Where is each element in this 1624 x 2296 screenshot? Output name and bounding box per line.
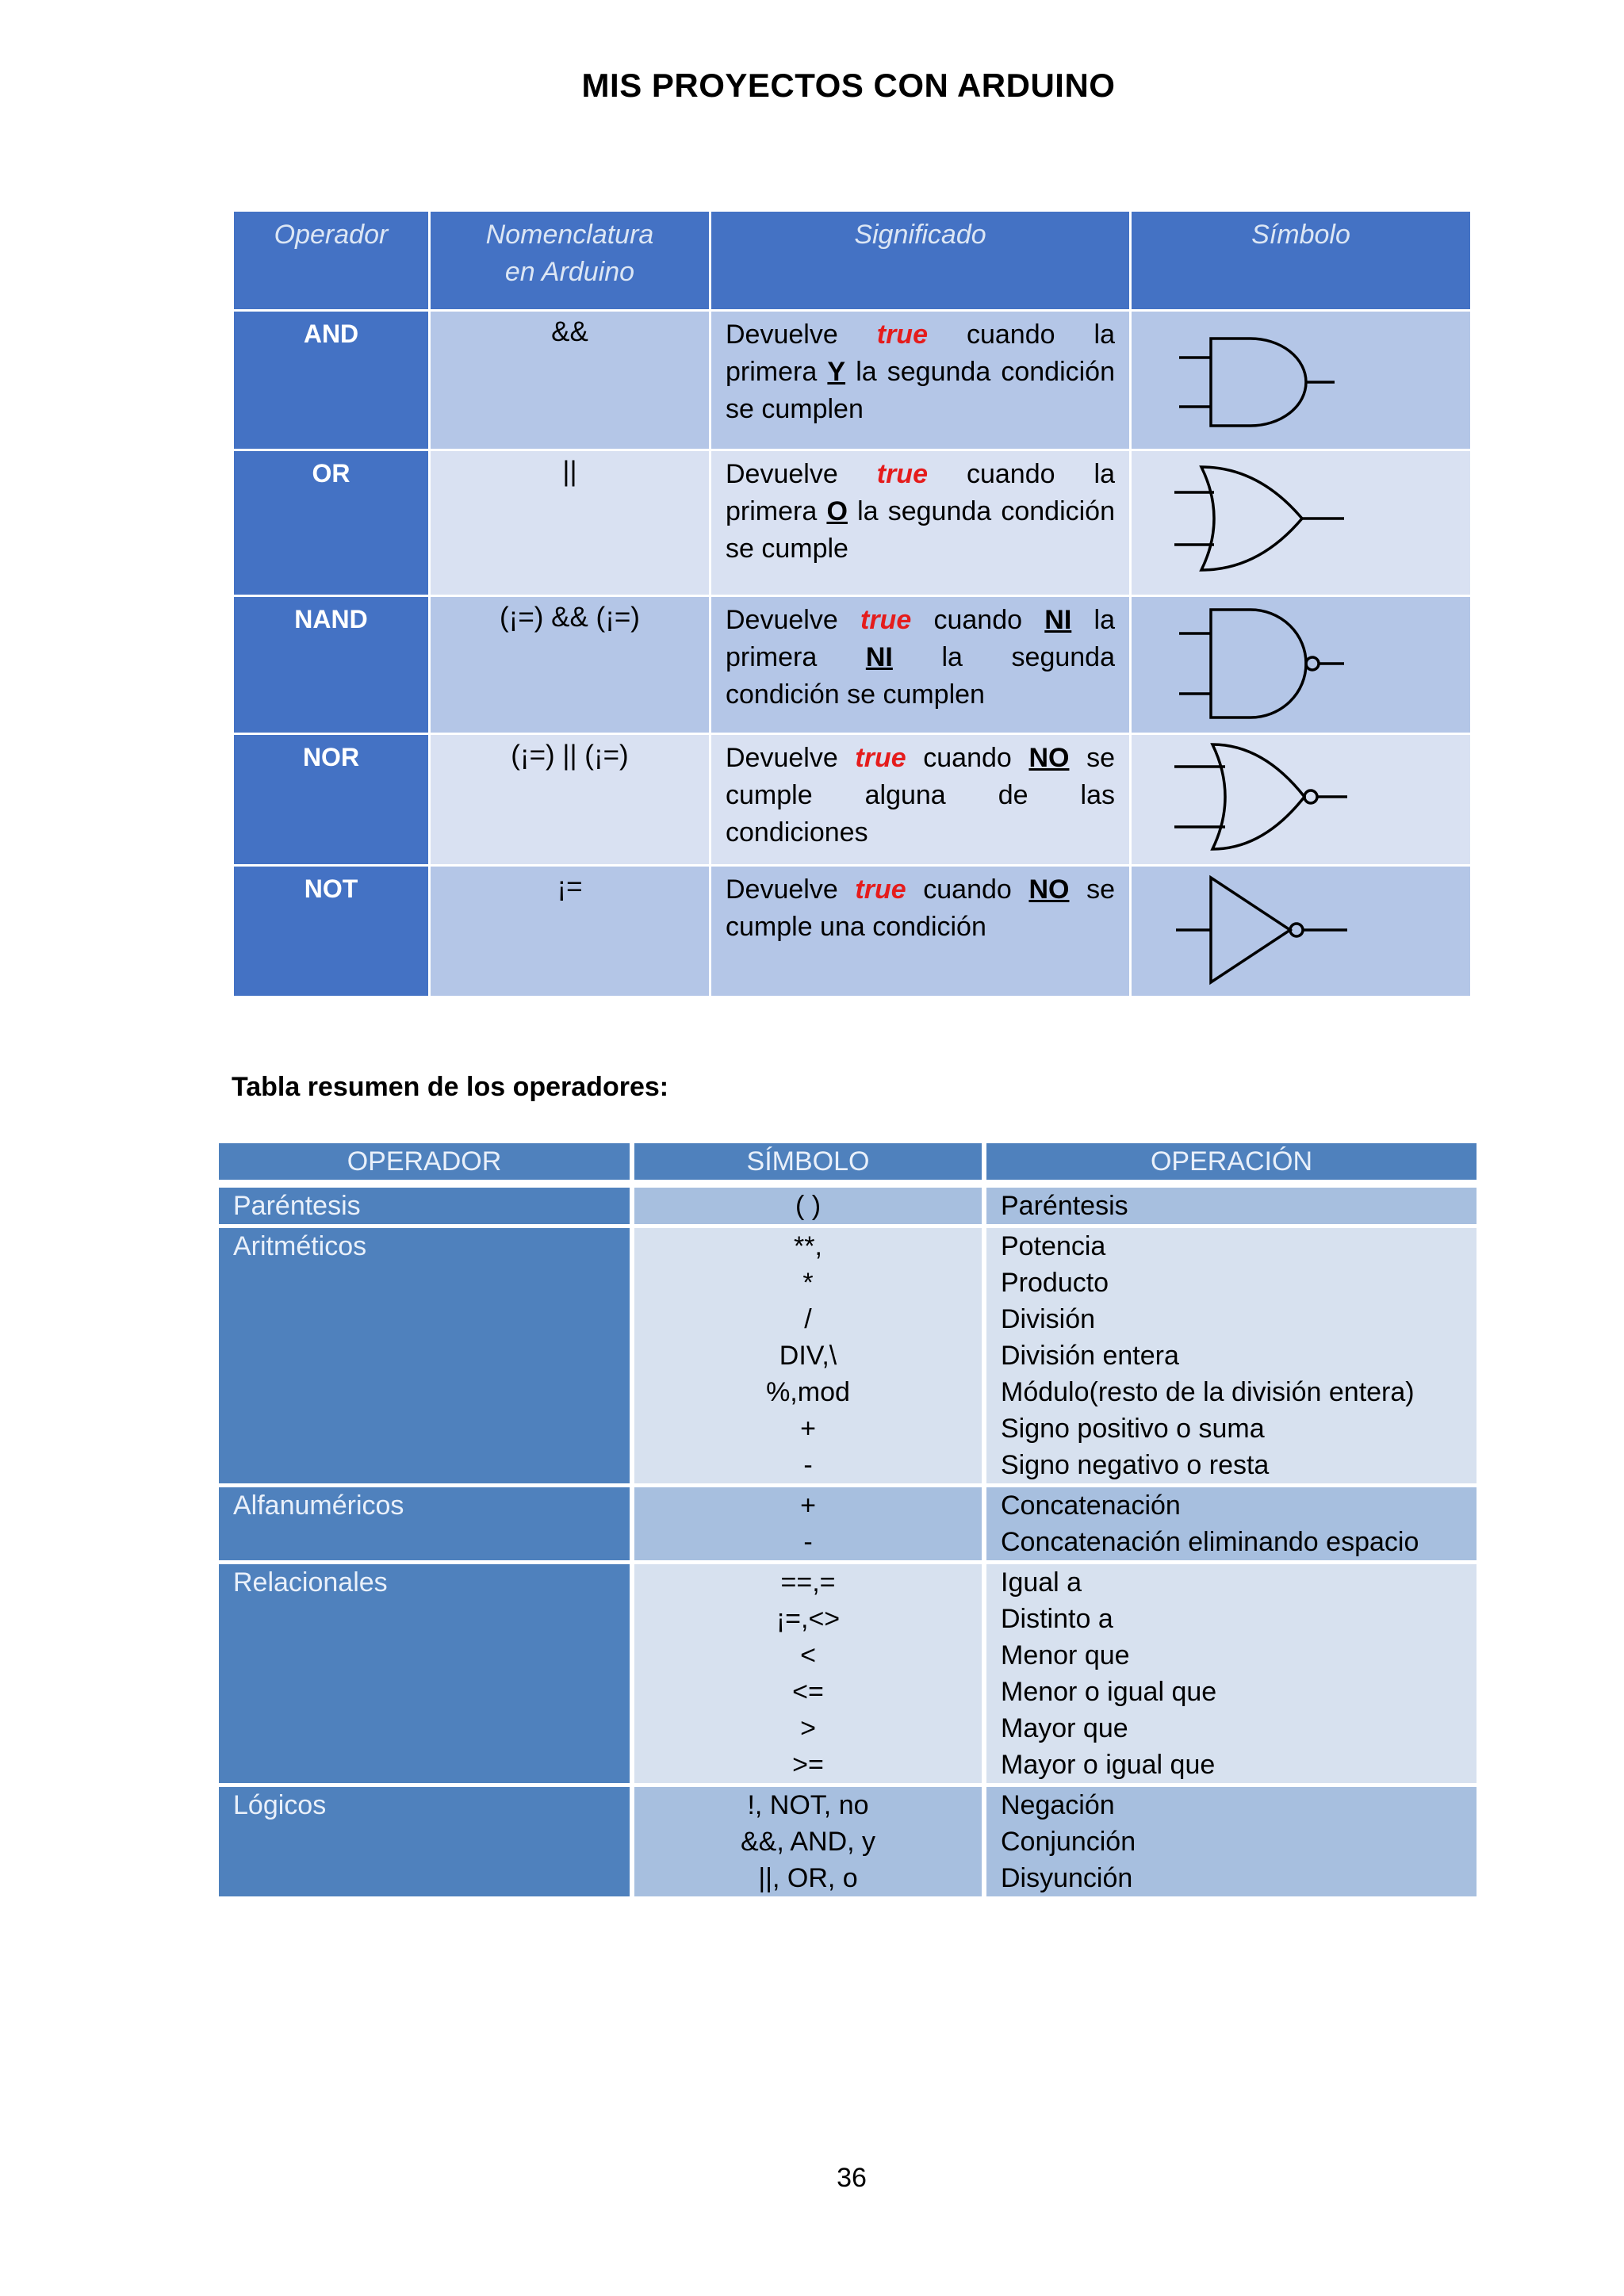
meaning-line: condiciones [726, 817, 868, 848]
keyword-true: true [876, 320, 928, 350]
summary-symbol: %,mod [766, 1377, 850, 1407]
header-operador: Operador [233, 211, 430, 311]
summary-symbol: DIV,\ [779, 1341, 837, 1371]
operator-symbol [1131, 866, 1472, 997]
summary-symbol: ||, OR, o [758, 1863, 858, 1893]
summary-row [219, 1787, 1477, 1900]
operator-symbol [1131, 596, 1472, 734]
logic-row-or [233, 450, 1472, 596]
meaning-line: se cumple [726, 534, 848, 564]
header-simbolo: Símbolo [1131, 211, 1472, 311]
summary-symbol: !, NOT, no [747, 1790, 869, 1820]
summary-operation: Mayor que [1001, 1713, 1128, 1743]
header-nomenclatura-line1: Nomenclatura [485, 220, 654, 250]
operator-meaning [710, 450, 1131, 596]
summary-symbols [634, 1564, 986, 1787]
or-gate-icon [1132, 451, 1468, 592]
summary-symbol: / [804, 1304, 812, 1334]
keyword-true: true [855, 743, 906, 773]
summary-operations [986, 1564, 1477, 1787]
summary-operation: División entera [1001, 1341, 1179, 1371]
operator-meaning [710, 596, 1131, 734]
logic-row-and [233, 311, 1472, 450]
summary-operations [986, 1228, 1477, 1487]
operator-name: OR [233, 450, 430, 596]
meaning-line: Devuelve true cuando NO se [726, 874, 1116, 905]
summary-symbol: < [800, 1640, 816, 1670]
meaning-line: primera Y la segunda condición [726, 357, 1115, 387]
summary-symbol: > [800, 1713, 816, 1743]
summary-category: Paréntesis [219, 1188, 634, 1228]
summary-symbol: ==,= [780, 1567, 836, 1598]
logic-operators-table [232, 209, 1473, 998]
meaning-line: Devuelve true cuando la [726, 320, 1115, 350]
summary-symbol: &&, AND, y [740, 1827, 876, 1857]
operator-nomenclature: (¡=) && (¡=) [430, 596, 710, 734]
summary-operations [986, 1787, 1477, 1900]
summary-operators-table [219, 1143, 1477, 1900]
operator-meaning [710, 311, 1131, 450]
summary-symbol: - [803, 1450, 813, 1480]
summary-category: Aritméticos [219, 1228, 634, 1487]
summary-operation: Paréntesis [1001, 1191, 1128, 1221]
keyword-true: true [855, 874, 906, 905]
logic-row-nor [233, 734, 1472, 866]
summary-category: Lógicos [219, 1787, 634, 1900]
summary-category: Relacionales [219, 1564, 634, 1787]
summary-operation: Concatenación [1001, 1490, 1181, 1521]
summary-operation: Conjunción [1001, 1827, 1136, 1857]
summary-operation: Igual a [1001, 1567, 1082, 1598]
summary-operations [986, 1188, 1477, 1228]
meaning-line: primera O la segunda condición [726, 496, 1116, 526]
summary-operation: Producto [1001, 1268, 1109, 1298]
summary-symbol: * [802, 1268, 814, 1298]
summary-symbols [634, 1188, 986, 1228]
summary-operation: Mayor o igual que [1001, 1750, 1216, 1780]
summary-operation: Concatenación eliminando espacio [1001, 1527, 1419, 1557]
summary-operations [986, 1487, 1477, 1564]
meaning-line: se cumplen [726, 394, 864, 424]
operator-name: NOR [233, 734, 430, 866]
operator-nomenclature: ¡= [430, 866, 710, 997]
summary-operation: Signo negativo o resta [1001, 1450, 1270, 1480]
operator-symbol [1131, 734, 1472, 866]
keyword-no: NO [1028, 874, 1070, 905]
summary-row [219, 1188, 1477, 1228]
summary-operation: Potencia [1001, 1231, 1106, 1261]
header-significado: Significado [710, 211, 1131, 311]
keyword-true: true [860, 605, 912, 635]
keyword-o: O [826, 496, 848, 526]
nand-gate-icon [1132, 597, 1468, 730]
and-gate-icon [1132, 312, 1468, 446]
summary-category: Alfanuméricos [219, 1487, 634, 1564]
logic-table-header-row [233, 211, 1472, 311]
nor-gate-icon [1132, 735, 1468, 862]
meaning-line: cumple una condición [726, 912, 986, 942]
meaning-line: Devuelve true cuando la [726, 459, 1115, 489]
operator-name: AND [233, 311, 430, 450]
summary-symbol: - [803, 1527, 813, 1557]
summary-table-label: Tabla resumen de los operadores: [232, 1072, 669, 1102]
summary-header-operacion: OPERACIÓN [986, 1143, 1477, 1188]
summary-operation: Signo positivo o suma [1001, 1414, 1265, 1444]
operator-symbol [1131, 311, 1472, 450]
summary-body [219, 1188, 1477, 1900]
operator-meaning [710, 734, 1131, 866]
operator-nomenclature: || [430, 450, 710, 596]
meaning-line: primera NI la segunda [726, 642, 1116, 672]
page-title: MIS PROYECTOS CON ARDUINO [581, 67, 1116, 104]
summary-symbol: ( ) [795, 1191, 822, 1221]
operator-nomenclature: (¡=) || (¡=) [430, 734, 710, 866]
summary-row [219, 1564, 1477, 1787]
keyword-ni: NI [1044, 605, 1072, 635]
meaning-line: Devuelve true cuando NO se [726, 743, 1116, 773]
summary-operation: Menor o igual que [1001, 1677, 1217, 1707]
operator-nomenclature: && [430, 311, 710, 450]
operator-name: NOT [233, 866, 430, 997]
summary-header-simbolo: SÍMBOLO [634, 1143, 986, 1188]
keyword-y: Y [827, 357, 846, 387]
summary-symbol: + [800, 1414, 816, 1444]
summary-symbol: + [800, 1490, 816, 1521]
summary-row [219, 1487, 1477, 1564]
meaning-line: cumple alguna de las [726, 780, 1115, 810]
summary-symbols [634, 1228, 986, 1487]
keyword-true: true [876, 459, 928, 489]
logic-row-not [233, 866, 1472, 997]
summary-symbol: **, [794, 1231, 822, 1261]
operator-name: NAND [233, 596, 430, 734]
summary-operation: División [1001, 1304, 1096, 1334]
summary-header-operador: OPERADOR [219, 1143, 634, 1188]
keyword-no: NO [1028, 743, 1070, 773]
header-nomenclatura-line2: en Arduino [504, 257, 635, 287]
summary-operation: Menor que [1001, 1640, 1130, 1670]
keyword-ni: NI [865, 642, 893, 672]
page-number: 36 [837, 2163, 867, 2193]
summary-row [219, 1228, 1477, 1487]
summary-symbols [634, 1787, 986, 1900]
summary-operation: Negación [1001, 1790, 1115, 1820]
meaning-line: condición se cumplen [726, 679, 985, 710]
summary-symbol: <= [792, 1677, 824, 1707]
summary-operation: Disyunción [1001, 1863, 1133, 1893]
summary-header-row [219, 1143, 1477, 1188]
summary-symbol: >= [792, 1750, 824, 1780]
logic-row-nand [233, 596, 1472, 734]
not-gate-icon [1132, 867, 1468, 993]
summary-symbol: ¡=,<> [776, 1604, 841, 1634]
meaning-line: Devuelve true cuando NI la [726, 605, 1115, 635]
operator-meaning [710, 866, 1131, 997]
summary-operation: Distinto a [1001, 1604, 1113, 1634]
operator-symbol [1131, 450, 1472, 596]
summary-symbols [634, 1487, 986, 1564]
header-nomenclatura [430, 211, 710, 311]
summary-operation: Módulo(resto de la división entera) [1001, 1377, 1415, 1407]
